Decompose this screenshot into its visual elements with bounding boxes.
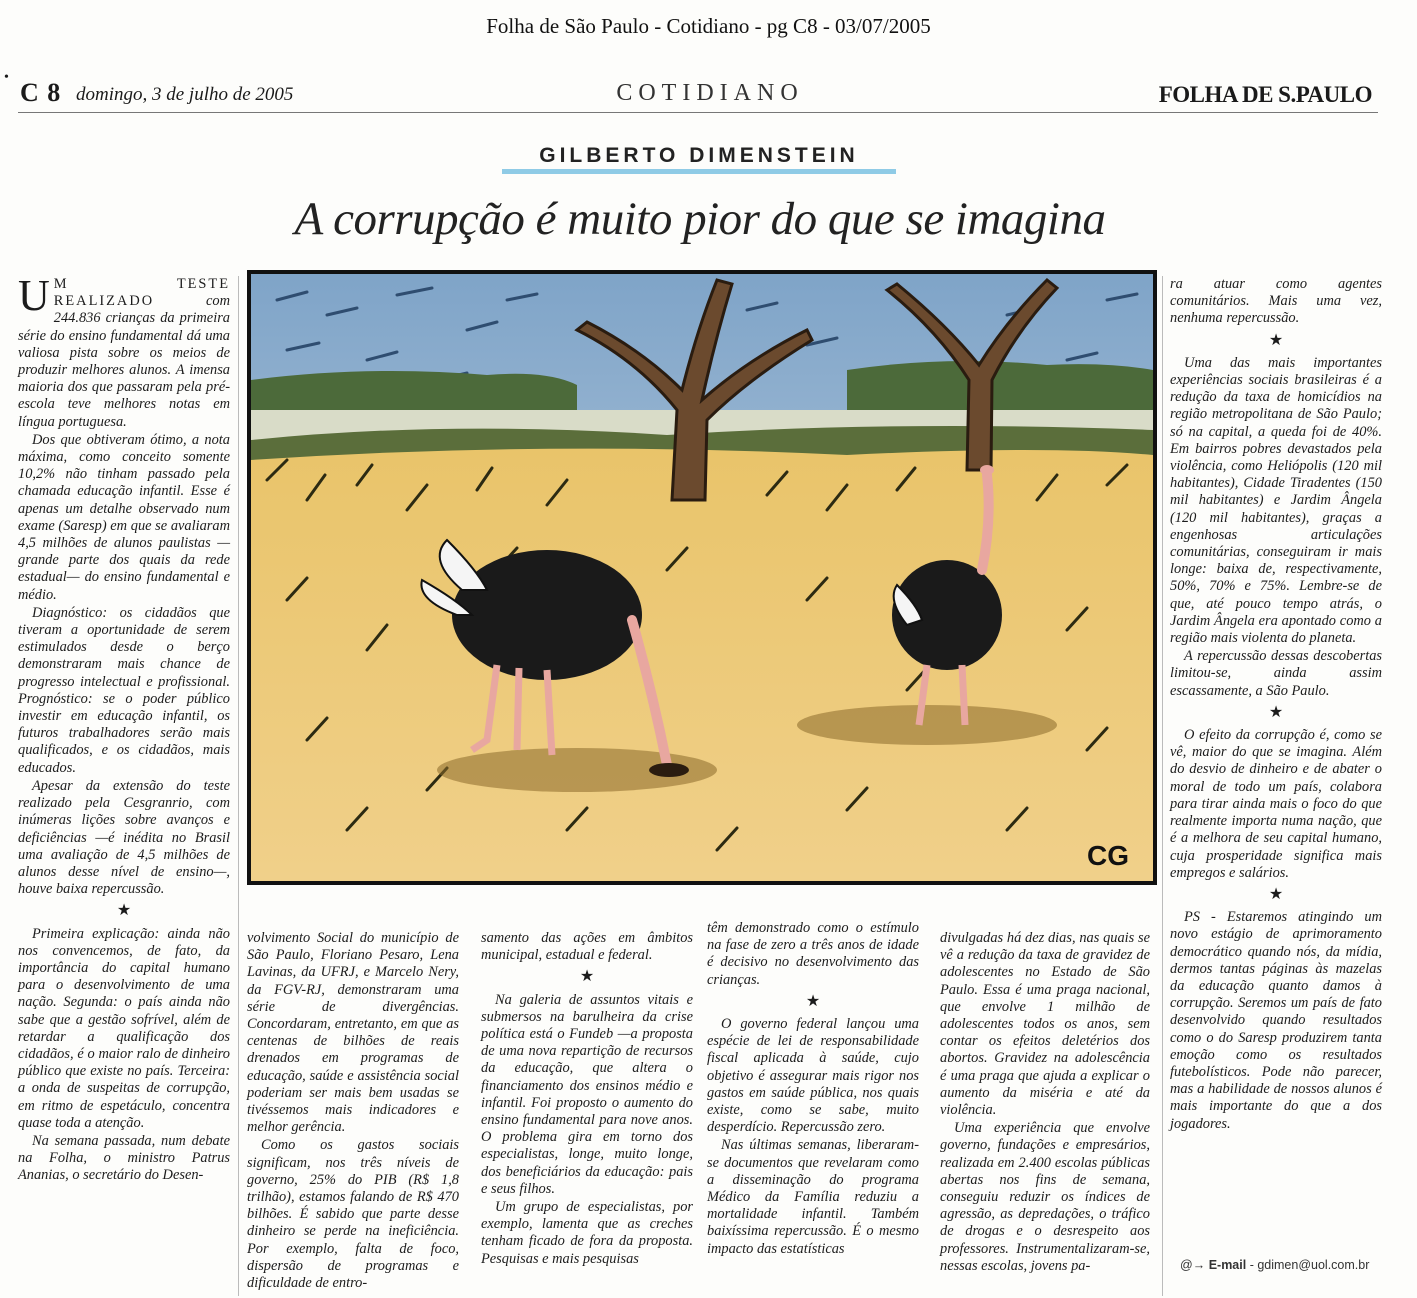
column-divider [238, 276, 239, 1296]
ostrich-illustration [247, 270, 1157, 885]
star-separator: ★ [1268, 703, 1284, 721]
page-number: C 8 [20, 78, 62, 107]
author-email [1180, 1258, 1380, 1272]
column-divider [1162, 276, 1163, 1296]
section-name: COTIDIANO [616, 80, 804, 106]
paragraph: divulgadas há dez dias, nas quais se vê a redução da taxa de gravidez de adolescentes no Estado de São Paulo. Essa é uma praga nacional, que envolve 1 milhão de adolescentes todos os anos, sem contar os efeitos deletérios dos abortos. Gravidez na adolescência é uma praga que ajuda a explicar o aumento da miséria e até da violência. [940, 930, 1150, 1119]
paragraph: Na galeria de assuntos vitais e submersos na barulheira da crise política está o Fundeb —a proposta de uma nova repartição de recursos da educação, que altera o financiamento dos ensinos médio e infantil. Foi proposto o aumento do ensino fundamental para nove anos. O problema gira em torno dos especialistas, longe, muito longe, dos beneficiários da educação: pais e seus filhos. [481, 991, 693, 1197]
author-underline [502, 169, 896, 174]
paragraph: Como os gastos sociais significam, nos três níveis de governo, 25% do PIB (R$ 1,8 trilhão), estamos falando de R$ 470 bilhões. É sabido que parte desse dinheiro se perde na ineficiência. Por exemplo, falta de foco, dispersão de programas e dificuldade de entro- [247, 1137, 459, 1292]
email-address[interactable]: - gdimen@uol.com.br [1249, 1258, 1370, 1272]
star-separator: ★ [579, 968, 595, 986]
author-name: GILBERTO DIMENSTEIN [539, 144, 859, 167]
article-column-bottom-3 [707, 920, 919, 1259]
email-label: E-mail [1208, 1258, 1247, 1272]
newspaper-logo: FOLHA DE S.PAULO [1158, 82, 1372, 107]
article-column-bottom-2 [481, 930, 693, 1269]
headline: A corrupção é muito pior do que se imagina [294, 193, 1106, 245]
paragraph: PS - Estaremos atingindo um novo estágio de aprimoramento democrático quando nós, da mídia, dermos tantas páginas às mazelas da educação quanto damos à corrupção. Seremos um país de fato desenvolvido quando resultados como o do Saresp produzirem tanta emoção como os resultados futebolísticos. Pode não parecer, mas a habilidade de nossos alunos é mais importante do que a dos jogadores. [1170, 909, 1382, 1132]
paragraph: volvimento Social do município de São Paulo, Floriano Pesaro, Lena Lavinas, da UFRJ, e Marcelo Nery, da FGV-RJ, demonstraram uma série de divergências. Concordaram, entretanto, em que as centenas de bilhões de reais drenados em programas de educação, saúde e assistência social poderiam ser mais bem usadas se tivéssemos mais indicadores e melhor gerência. [247, 930, 459, 1136]
star-separator: ★ [1268, 885, 1284, 903]
paragraph: Dos que obtiveram ótimo, a nota máxima, como conceito somente 10,2% não tinham passado pela chamada educação infantil. Esse é apenas um detalhe observado num exame (Saresp) em que se avaliaram 4,5 milhões de alunos paulistas —grande parte dos quais da rede estadual— do ensino fundamental e médio. [18, 431, 230, 603]
paragraph: Uma experiência que envolve governo, fundações e empresários, realizada em 2.400 escolas públicas abertas nos fins de semana, conseguiu reduzir os índices de agressão, as depredações, o tráfico de drogas e o desrespeito aos professores. Instrumentalizaram-se, nessas escolas, jovens pa- [940, 1120, 1150, 1274]
star-separator: ★ [1268, 331, 1284, 349]
paragraph: O governo federal lançou uma espécie de lei de responsabilidade fiscal aplicada à saúde, cujo objetivo é assegurar mais rigor nos gastos em saúde pública, nos quais existe, como se sabe, muito desperdício. Repercussão zero. [707, 1016, 919, 1136]
paragraph: Um grupo de especialistas, por exemplo, lamenta que as creches tenham ficado de fora da proposta. Pesquisas e mais pesquisas [481, 1199, 693, 1267]
paragraph: Uma das mais importantes experiências sociais brasileiras é a redução da taxa de homicídios na região metropolitana de São Paulo; só na capital, a queda foi de 40%. Em bairros pobres devastados pela violência, como Heliópolis (120 mil habitantes), Cidade Tiradentes (150 mil habitantes) e Jardim Ângela (120 mil habitantes), graças a engenhosas articulações comunitárias, conseguiram ir mais longe: baixa de, respectivamente, 50%, 70% e 75%. Lembre-se de que, até pouco tempo atrás, o Jardim Ângela era apontado como a região mais violenta do planeta. [1170, 354, 1382, 647]
paragraph: Nas últimas semanas, liberaram-se documentos que revelaram como a disseminação do programa Médico da Família reduziu a mortalidade infantil. Também baixíssima repercussão. É o mesmo impacto das estatísticas [707, 1137, 919, 1257]
header-rule [18, 112, 1378, 113]
star-separator: ★ [805, 992, 821, 1010]
article-column-bottom-1 [247, 930, 459, 1293]
illustration-signature: CG [1087, 840, 1129, 871]
paragraph: ra atuar como agentes comunitários. Mais uma vez, nenhuma repercussão. [1170, 276, 1382, 327]
paragraph: Apesar da extensão do teste realizado pela Cesgranrio, com inúmeras lições sobre avanços e deficiências —é inédita no Brasil uma avaliação de 4,5 milhões de alunos desse nível de ensino—, houve baixa repercussão. [18, 777, 230, 898]
paragraph: têm demonstrado como o estímulo na fase de zero a três anos de idade é decisivo no desenvolvimento das crianças. [707, 920, 919, 988]
paragraph: Diagnóstico: os cidadãos que tiveram a oportunidade de serem estimulados desde o berço demonstraram mais chance de progresso intelectual e profissional. Prognóstico: se o poder público investir em educação infantil, os futuros trabalhadores serão mais qualificados, e os cidadãos, mais educados. [18, 604, 230, 776]
article-column-right [1170, 276, 1382, 1134]
lead-smallcaps: M TESTE REALIZADO [53, 276, 230, 310]
article-column-left [18, 271, 230, 1186]
paragraph: samento das ações em âmbitos municipal, estadual e federal. [481, 930, 693, 964]
paragraph: Na semana passada, num debate na Folha, o ministro Patrus Ananias, o secretário do Desen- [18, 1132, 230, 1184]
paragraph: Primeira explicação: ainda não nos convencemos, de fato, da importância do capital humano para o desenvolvimento de uma nação. Segunda: o país ainda não sabe que a gestão sofrível, além de retardar a qualificação dos cidadãos, é o maior ralo de dinheiro público que existe no país. Terceira: a onda de suspeitas de corrupção, em ritmo de espetáculo, concentra quase toda a atenção. [18, 925, 230, 1131]
star-separator: ★ [116, 902, 132, 920]
paragraph: A repercussão dessas descobertas limitou-se, ainda assim escassamente, a São Paulo. [1170, 648, 1382, 699]
article-column-bottom-4 [940, 930, 1150, 1276]
at-arrow-icon: @→ [1180, 1258, 1206, 1272]
folio-mark: • [4, 70, 9, 85]
page-date: domingo, 3 de julho de 2005 [76, 84, 294, 105]
paragraph: com 244.836 crianças da primeira série do ensino fundamental dá uma valiosa pista sobre os meios de produzir melhores alunos. A imensa maioria dos que passaram pela pré-escola teve melhores notas em língua portuguesa. [18, 293, 230, 430]
document-title: Folha de São Paulo - Cotidiano - pg C8 - 03/07/2005 [486, 14, 931, 38]
paragraph: O efeito da corrupção é, como se vê, maior do que se imagina. Além do desvio de dinheiro e de abater o moral de todo um país, colabora para tirar ainda mais o foco do que realmente importa numa nação, que é a melhora de seu capital humano, cuja prosperidade significa mais empregos e salários. [1170, 727, 1382, 881]
drop-cap: U [18, 271, 50, 320]
